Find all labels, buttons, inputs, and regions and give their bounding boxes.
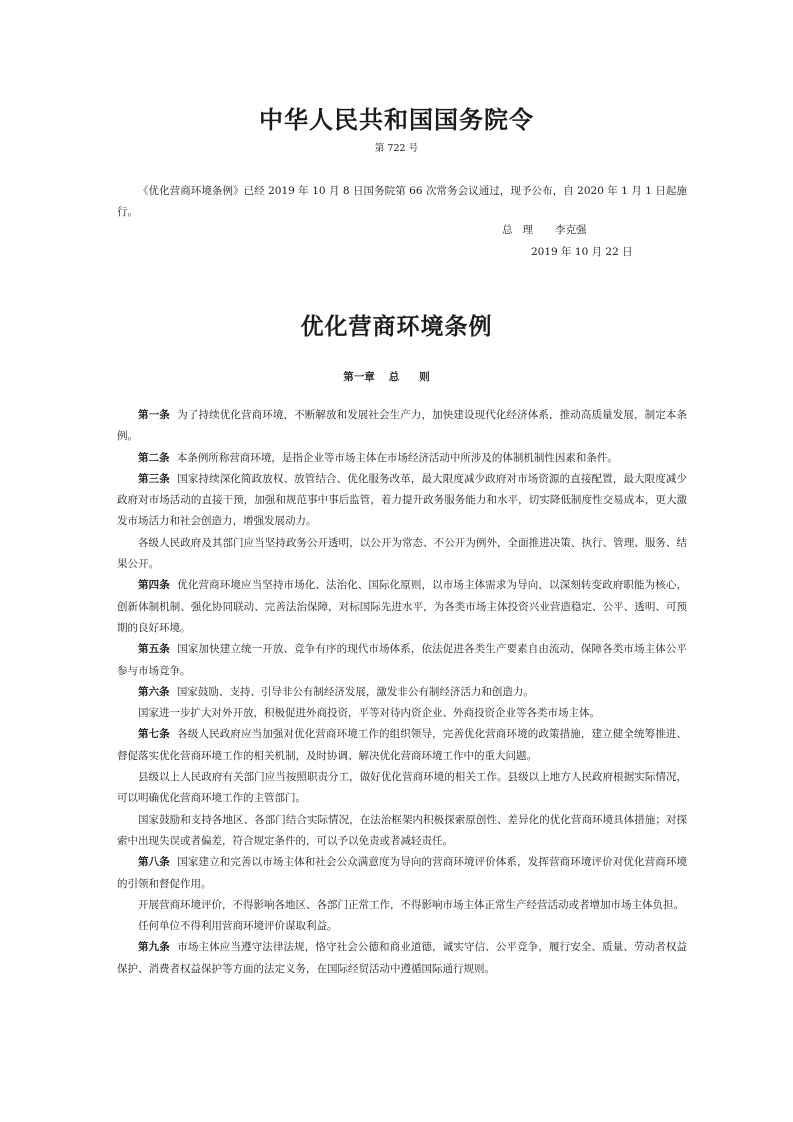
chapter-title: 总则 (388, 371, 450, 383)
order-title: 中华人民共和国国务院令 (259, 106, 534, 134)
regulation-body (117, 405, 687, 980)
paragraph (117, 916, 687, 937)
paragraph (117, 448, 687, 469)
paragraph (117, 767, 687, 810)
paragraph-text: 优化营商环境应当坚持市场化、法治化、国际化原则，以市场主体需求为导向，以深刻转变政府职能为核心，创新体制机制、强化协同联动、完善法治保障，对标国际先进水平，为各类市场主体投资兴业营造稳定、公平、透明、可预期的良好环境。 (117, 579, 688, 634)
paragraph (117, 895, 687, 916)
signature-line (502, 222, 587, 237)
paragraph-text: 开展营商环境评价，不得影响各地区、各部门正常工作，不得影响市场主体正常生产经营活动或者增加市场主体负担。 (138, 898, 684, 911)
paragraph (117, 810, 687, 853)
paragraph (117, 724, 687, 767)
paragraph (117, 639, 687, 682)
paragraph-text: 国家建立和完善以市场主体和社会公众满意度为导向的营商环境评价体系，发挥营商环境评价对优化营商环境的引领和督促作用。 (117, 856, 688, 890)
article-number: 第五条 (138, 643, 170, 656)
paragraph-text: 本条例所称营商环境，是指企业等市场主体在市场经济活动中所涉及的体制机制性因素和条件。 (176, 451, 618, 464)
paragraph (117, 575, 687, 639)
chapter-heading (0, 369, 793, 384)
article-number: 第六条 (138, 685, 170, 698)
decree-text: 《优化营商环境条例》已经 2019 年 10 月 8 日国务院第 66 次常务会议通过，现予公布，自 2020 年 1 月 1 日起施行。 (117, 185, 687, 218)
paragraph (117, 703, 687, 724)
chapter-number: 第一章 (343, 371, 375, 383)
regulation-title: 优化营商环境条例 (300, 314, 493, 340)
article-number: 第二条 (138, 451, 170, 464)
article-number: 第一条 (138, 409, 170, 421)
paragraph-text: 国家鼓励和支持各地区、各部门结合实际情况，在法治框架内积极探索原创性、差异化的优化营商环境具体措施；对探索中出现失误或者偏差，符合规定条件的，可以予以免责或者减轻责任。 (117, 813, 687, 847)
paragraph-text: 县级以上人民政府有关部门应当按照职责分工，做好优化营商环境的相关工作。县级以上地方人民政府根据实际情况，可以明确优化营商环境工作的主管部门。 (117, 771, 687, 805)
paragraph (117, 682, 687, 703)
paragraph-text: 国家进一步扩大对外开放，积极促进外商投资，平等对待内资企业、外商投资企业等各类市场主体。 (138, 707, 600, 720)
article-number: 第八条 (138, 856, 170, 869)
paragraph-text: 各级人民政府及其部门应当坚持政务公开透明，以公开为常态、不公开为例外，全面推进决策、执行、管理、服务、结果公开。 (117, 536, 687, 571)
article-number: 第九条 (138, 941, 170, 954)
paragraph-text: 各级人民政府应当加强对优化营商环境工作的组织领导，完善优化营商环境的政策措施，建立健全统筹推进、督促落实优化营商环境工作的相关机制，及时协调、解决优化营商环境工作中的重大问题。 (117, 728, 688, 762)
paragraph-text: 国家加快建立统一开放、竞争有序的现代市场体系，依法促进各类生产要素自由流动，保障各类市场主体公平参与市场竞争。 (117, 643, 688, 677)
paragraph (117, 937, 687, 980)
signatory-name: 李克强 (555, 224, 587, 236)
paragraph-text: 国家持续深化简政放权、放管结合、优化服务改革，最大限度减少政府对市场资源的直接配置，最大限度减少政府对市场活动的直接干预，加强和规范事中事后监管，着力提升政务服务能力和水平，切实降低制度性交易成本，更大激发市场活力和社会创造力，增强发展动力。 (117, 472, 688, 528)
signature-date: 2019 年 10 月 22 日 (531, 246, 633, 258)
paragraph-text: 国家鼓励、支持、引导非公有制经济发展，激发非公有制经济活力和创造力。 (176, 685, 534, 698)
paragraph (117, 533, 687, 576)
paragraph (117, 405, 687, 448)
signatory-role: 总理 (502, 224, 543, 236)
paragraph-text: 任何单位不得利用营商环境评价谋取利益。 (138, 920, 338, 933)
paragraph (117, 852, 687, 895)
article-number: 第三条 (138, 472, 170, 485)
paragraph-text: 市场主体应当遵守法律法规，恪守社会公德和商业道德，诚实守信、公平竞争，履行安全、质量、劳动者权益保护、消费者权益保护等方面的法定义务，在国际经贸活动中遵循国际通行规则。 (117, 941, 688, 975)
paragraph (117, 469, 687, 533)
article-number: 第七条 (138, 728, 170, 741)
article-number: 第四条 (138, 579, 170, 592)
paragraph-text: 为了持续优化营商环境，不断解放和发展社会生产力，加快建设现代化经济体系，推动高质量发展，制定本条例。 (117, 409, 688, 443)
order-number: 第 722 号 (374, 143, 419, 154)
